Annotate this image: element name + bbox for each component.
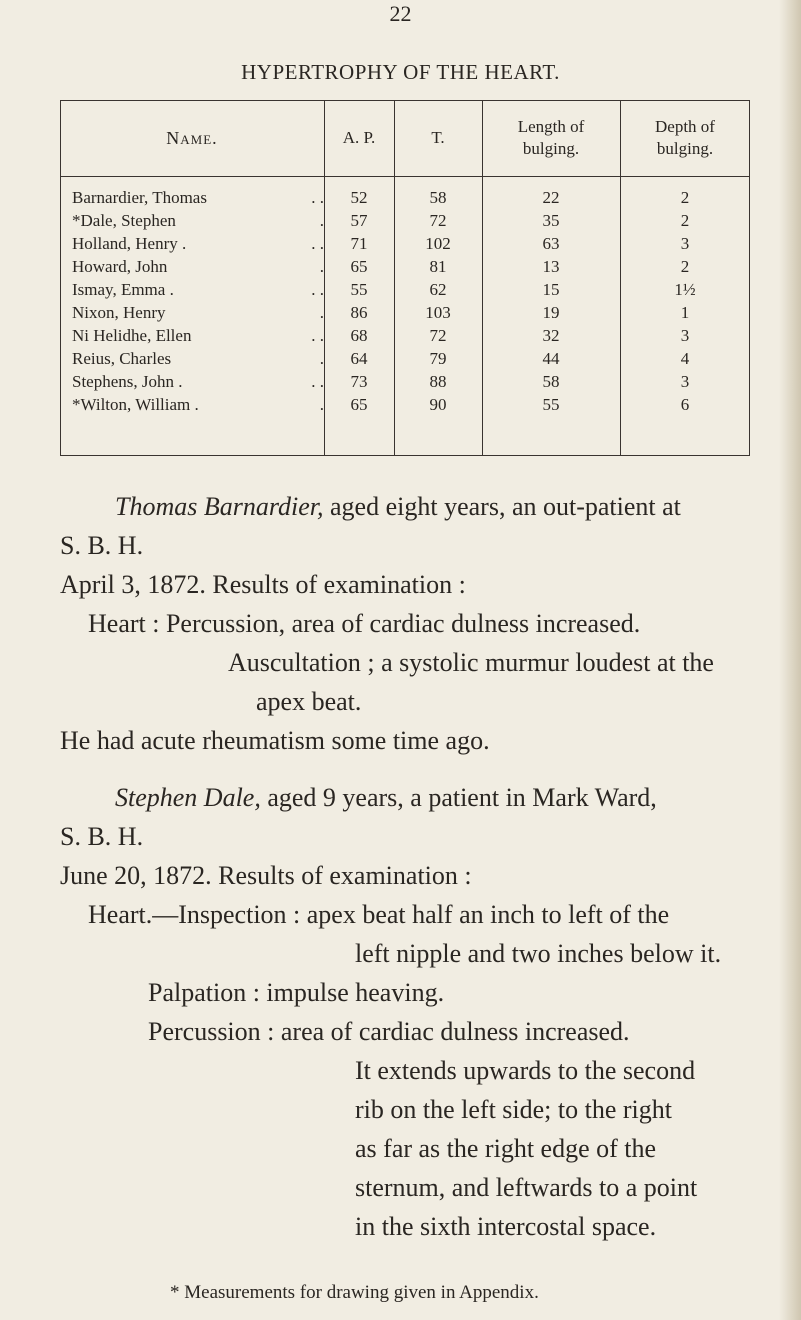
cell-name: Nixon, Henry [72,303,166,322]
cell-length: 55 [542,395,560,414]
cell-depth: 6 [680,395,690,414]
cell-t: 79 [429,349,447,368]
cell-leader-dots: . . [311,234,324,253]
cell-leader-dots: . . [311,280,324,299]
cell-depth: 3 [680,372,690,391]
cell-t: 58 [429,188,447,207]
table-bottom-rule [60,455,750,456]
cell-depth: 3 [680,326,690,345]
case1-apex-line: apex beat. [256,687,362,716]
cell-ap: 55 [350,280,368,299]
cell-name: *Dale, Stephen [72,211,176,230]
header-depth-line1: Depth of [655,117,715,136]
case1-auscultation-line: Auscultation ; a systolic murmur loudest at the [228,648,714,677]
case2-inspection-cont: left nipple and two inches below it. [355,939,722,968]
table-row [60,255,750,278]
case1-hospital: S. B. H. [60,531,144,560]
cell-leader-dots: . . [311,372,324,391]
cell-ap: 73 [350,372,368,391]
table-row [60,209,750,232]
table-row [60,324,750,347]
cell-ap: 71 [350,234,368,253]
cell-ap: 65 [350,395,368,414]
cell-t: 103 [425,303,451,322]
cell-name: *Wilton, William . [72,395,199,414]
cell-t: 62 [429,280,447,299]
page-number: 22 [389,1,412,26]
case2-percussion-cont3: as far as the right edge of the [355,1134,657,1163]
case2-palpation-line: Palpation : impulse heaving. [148,978,445,1007]
table-row [60,347,750,370]
case2-intro-rest: aged 9 years, a patient in Mark Ward, [260,783,657,812]
cell-t: 102 [425,234,451,253]
cell-leader-dots: . . [311,188,324,207]
case2-percussion-cont1: It extends upwards to the second [355,1056,696,1085]
cell-name: Barnardier, Thomas [72,188,207,207]
table-row [60,186,750,209]
header-length-line2: bulging. [522,139,580,158]
cell-leader-dots: . . [311,326,324,345]
case1-intro-rest: aged eight years, an out-patient at [323,492,681,521]
table-row [60,393,750,416]
cell-ap: 64 [350,349,368,368]
cell-ap: 57 [350,211,368,230]
case2-percussion-cont5: in the sixth intercostal space. [355,1212,657,1241]
case2-inspection-line: Heart.—Inspection : apex beat half an inch to left of the [88,900,670,929]
case2-percussion-cont2: rib on the left side; to the right [355,1095,672,1124]
cell-name: Reius, Charles [72,349,172,368]
case1-patient-name: Thomas Barnardier, [115,492,324,521]
header-length [482,100,620,176]
cell-depth: 2 [680,257,690,276]
cell-length: 44 [542,349,560,368]
table-row [60,370,750,393]
footnote: * Measurements for drawing given in Appendix. [170,1282,539,1303]
case1-date-line: April 3, 1872. Results of examination : [60,570,466,599]
cell-name: Holland, Henry . [72,234,187,253]
header-length-line1: Length of [517,117,585,136]
table-row [60,278,750,301]
cell-t: 72 [429,326,447,345]
cell-length: 32 [542,326,560,345]
cell-depth: 3 [680,234,690,253]
case2-percussion-cont4: sternum, and leftwards to a point [355,1173,698,1202]
cell-leader-dots: . [319,211,324,230]
case1-intro-line [115,491,681,523]
page-edge-shadow [779,0,801,1320]
table-header-rule [60,176,750,177]
table-row [60,301,750,324]
cell-name: Ni Helidhe, Ellen [72,326,192,345]
header-t: T. [431,128,445,147]
header-depth-line2: bulging. [656,139,714,158]
case2-percussion-line: Percussion : area of cardiac dulness increased. [148,1017,630,1046]
cell-name: Stephens, John . [72,372,183,391]
cell-leader-dots: . [319,395,324,414]
case2-hospital: S. B. H. [60,822,144,851]
cell-leader-dots: . [319,349,324,368]
case1-heart-line: Heart : Percussion, area of cardiac dulness increased. [88,609,641,638]
header-name: Name. [166,128,218,148]
cell-t: 88 [429,372,447,391]
running-head: HYPERTROPHY OF THE HEART. [241,60,560,84]
cell-t: 81 [429,257,447,276]
cell-ap: 65 [350,257,368,276]
cell-ap: 52 [350,188,368,207]
table-row [60,232,750,255]
header-depth [620,100,750,176]
cell-depth: 2 [680,211,690,230]
cell-ap: 86 [350,303,368,322]
cell-depth: 1½ [674,280,696,299]
cell-length: 15 [542,280,560,299]
cell-depth: 4 [680,349,690,368]
cell-length: 13 [542,257,560,276]
cell-t: 72 [429,211,447,230]
header-ap: A. P. [342,128,376,147]
cell-length: 63 [542,234,560,253]
cell-depth: 2 [680,188,690,207]
cell-ap: 68 [350,326,368,345]
cell-t: 90 [429,395,447,414]
cell-leader-dots: . [319,303,324,322]
case2-date-line: June 20, 1872. Results of examination : [60,861,472,890]
case2-intro-line [115,782,657,814]
cell-length: 58 [542,372,560,391]
cell-depth: 1 [680,303,690,322]
case1-history-line: He had acute rheumatism some time ago. [60,726,490,755]
cell-name: Howard, John [72,257,168,276]
cell-length: 35 [542,211,560,230]
cell-length: 19 [542,303,560,322]
measurements-table [60,100,750,456]
cell-leader-dots: . [319,257,324,276]
cell-length: 22 [542,188,560,207]
cell-name: Ismay, Emma . [72,280,174,299]
case2-patient-name: Stephen Dale, [115,783,261,812]
